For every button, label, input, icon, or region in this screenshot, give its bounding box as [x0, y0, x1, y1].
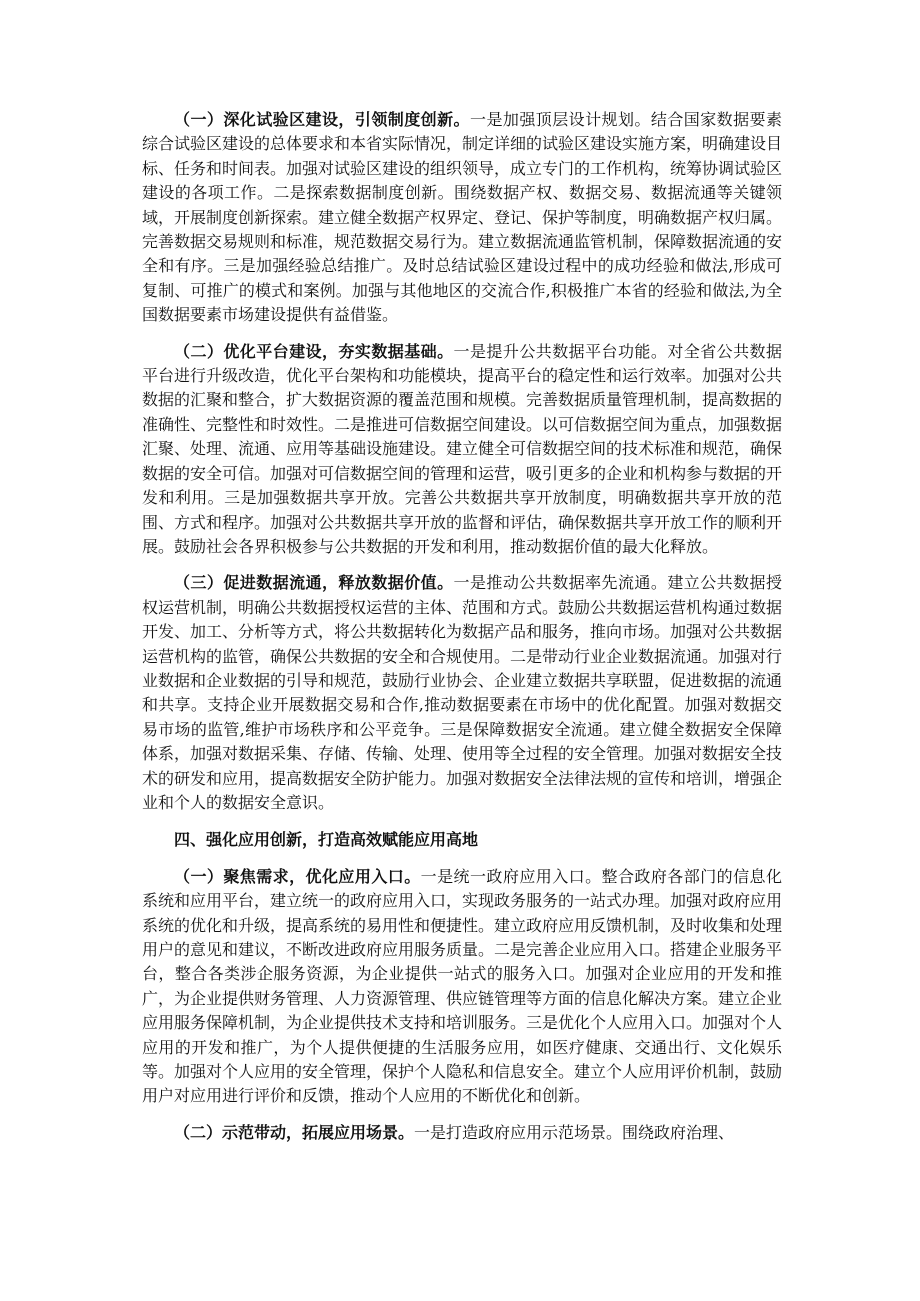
paragraph-application-scenarios: [142, 1121, 782, 1145]
paragraph-lead: （二）示范带动，拓展应用场景。: [174, 1122, 415, 1142]
paragraph-pilot-zone: [142, 108, 782, 328]
paragraph-application-entry: [142, 865, 782, 1109]
paragraph-body: 一是提升公共数据平台功能。对全省公共数据平台进行升级改造，优化平台架构和功能模块，提高平台的稳定性和运行效率。加强对公共数据的汇聚和整合，扩大数据资源的覆盖范围和规模。完善数据质量管理机制，提高数据的准确性、完整性和时效性。二是推进可信数据空间建设。以可信数据空间为重点，加强数据汇聚、处理、流通、应用等基础设施建设。建立健全可信数据空间的技术标准和规范，确保数据的安全可信。加强对可信数据空间的管理和运营，吸引更多的企业和机构参与数据的开发和利用。三是加强数据共享开放。完善公共数据共享开放制度，明确数据共享开放的范围、方式和程序。加强对公共数据共享开放的监督和评估，确保数据共享开放工作的顺利开展。鼓励社会各界积极参与公共数据的开发和利用，推动数据价值的最大化释放。: [142, 341, 783, 556]
paragraph-body: 一是打造政府应用示范场景。围绕政府治理、: [414, 1122, 735, 1142]
paragraph-body: 一是统一政府应用入口。整合政府各部门的信息化系统和应用平台，建立统一的政府应用入口，实现政务服务的一站式办理。加强对政府应用系统的优化和升级，提高系统的易用性和便捷性。建立政府应用反馈机制，及时收集和处理用户的意见和建议，不断改进政府应用服务质量。二是完善企业应用入口。搭建企业服务平台，整合各类涉企服务资源，为企业提供一站式的服务入口。加强对企业应用的开发和推广，为企业提供财务管理、人力资源管理、供应链管理等方面的信息化解决方案。建立企业应用服务保障机制，为企业提供技术支持和培训服务。三是优化个人应用入口。加强对个人应用的开发和推广，为个人提供便捷的生活服务应用，如医疗健康、交通出行、文化娱乐等。加强对个人应用的安全管理，保护个人隐私和信息安全。建立个人应用评价机制，鼓励用户对应用进行评价和反馈，推动个人应用的不断优化和创新。: [142, 866, 783, 1106]
document-page: [142, 108, 782, 1145]
paragraph-lead: （一）深化试验区建设，引领制度创新。: [174, 110, 470, 129]
paragraph-lead: （二）优化平台建设，夯实数据基础。: [174, 341, 454, 361]
paragraph-body: 一是加强顶层设计规划。结合国家数据要素综合试验区建设的总体要求和本省实际情况，制定详细的试验区建设实施方案，明确建设目标、任务和时间表。加强对试验区建设的组织领导，成立专门的工作机构，统筹协调试验区建设的各项工作。二是探索数据制度创新。围绕数据产权、数据交易、数据流通等关键领域，开展制度创新探索。建立健全数据产权界定、登记、保护等制度，明确数据产权归属。完善数据交易规则和标准，规范数据交易行为。建立数据流通监管机制，保障数据流通的安全和有序。三是加强经验总结推广。及时总结试验区建设过程中的成功经验和做法,形成可复制、可推广的模式和案例。加强与其他地区的交流合作,积极推广本省的经验和做法,为全国数据要素市场建设提供有益借鉴。: [142, 110, 783, 325]
section-heading: 四、强化应用创新，打造高效赋能应用高地: [174, 830, 479, 850]
paragraph-data-circulation: [142, 571, 782, 815]
paragraph-platform: [142, 340, 782, 560]
paragraph-lead: （三）促进数据流通，释放数据价值。: [174, 573, 454, 593]
paragraph-lead: （一）聚焦需求，优化应用入口。: [174, 866, 421, 886]
paragraph-body: 一是推动公共数据率先流通。建立公共数据授权运营机制，明确公共数据授权运营的主体、范围和方式。鼓励公共数据运营机构通过数据开发、加工、分析等方式，将公共数据转化为数据产品和服务，推向市场。加强对公共数据运营机构的监管，确保公共数据的安全和合规使用。二是带动行业企业数据流通。加强对行业数据和企业数据的引导和规范，鼓励行业协会、企业建立数据共享联盟，促进数据的流通和共享。支持企业开展数据交易和合作,推动数据要素在市场中的优化配置。加强对数据交易市场的监管,维护市场秩序和公平竞争。三是保障数据安全流通。建立健全数据安全保障体系，加强对数据采集、存储、传输、处理、使用等全过程的安全管理。加强对数据安全技术的研发和应用，提高数据安全防护能力。加强对数据安全法律法规的宣传和培训，增强企业和个人的数据安全意识。: [142, 573, 783, 812]
